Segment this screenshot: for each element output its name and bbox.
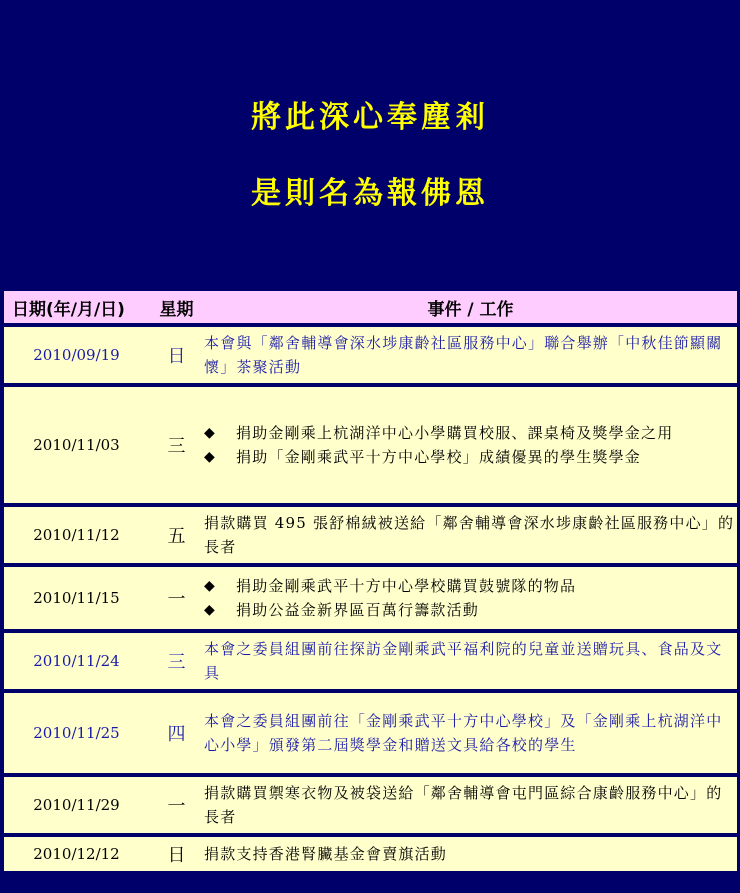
- table-row: [4, 837, 737, 871]
- table-row: [4, 633, 737, 689]
- row-date: 2010/11/24: [4, 633, 149, 689]
- diamond-bullet-icon: ◆: [204, 602, 216, 618]
- row-event: 本會之委員組團前往探訪金剛乘武平福利院的兒童並送贈玩具、食品及文具: [204, 633, 737, 689]
- row-event: 捐款購買禦寒衣物及被袋送給「鄰舍輔導會屯門區綜合康齡服務中心」的長者: [204, 777, 737, 833]
- table-header-row: [4, 291, 737, 323]
- row-date: 2010/11/03: [4, 387, 149, 503]
- events-table: [4, 287, 737, 875]
- row-weekday: 四: [149, 693, 204, 773]
- row-date: 2010/12/12: [4, 837, 149, 871]
- table-row: [4, 693, 737, 773]
- row-event: 捐款購買 495 張舒棉絨被送給「鄰舍輔導會深水埗康齡社區服務中心」的長者: [204, 507, 737, 563]
- event-bullet-text: 捐助金剛乘上杭湖洋中心小學購買校服、課桌椅及獎學金之用: [236, 424, 674, 442]
- event-bullet-item: [204, 598, 737, 622]
- row-event: [204, 567, 737, 629]
- event-bullet-text: 捐助「金剛乘武平十方中心學校」成績優異的學生獎學金: [236, 448, 642, 466]
- table-row: [4, 327, 737, 383]
- title-line-1: 將此深心奉塵剎: [251, 100, 489, 135]
- row-date: 2010/11/29: [4, 777, 149, 833]
- row-weekday: 一: [149, 777, 204, 833]
- row-event: 本會之委員組團前往「金剛乘武平十方中心學校」及「金剛乘上杭湖洋中心小學」頒發第二屆獎學金和贈送文具給各校的學生: [204, 693, 737, 773]
- row-weekday: 三: [149, 387, 204, 503]
- row-event: 捐款支持香港腎臟基金會賣旗活動: [204, 837, 737, 871]
- diamond-bullet-icon: ◆: [204, 449, 216, 465]
- row-date: 2010/11/12: [4, 507, 149, 563]
- table-row: [4, 777, 737, 833]
- table-row: [4, 387, 737, 503]
- table-row: [4, 567, 737, 629]
- row-weekday: 日: [149, 327, 204, 383]
- header-weekday: 星期: [149, 291, 204, 323]
- row-weekday: 三: [149, 633, 204, 689]
- title-banner: [0, 0, 740, 285]
- diamond-bullet-icon: ◆: [204, 578, 216, 594]
- event-bullet-text: 捐助公益金新界區百萬行籌款活動: [236, 601, 480, 619]
- title-line-2: 是則名為報佛恩: [251, 176, 489, 211]
- event-bullet-item: [204, 445, 737, 469]
- row-date: 2010/11/15: [4, 567, 149, 629]
- event-bullet-item: [204, 574, 737, 598]
- header-event: 事件 / 工作: [204, 291, 737, 323]
- table-body: [4, 327, 737, 871]
- diamond-bullet-icon: ◆: [204, 425, 216, 441]
- event-bullet-text: 捐助金剛乘武平十方中心學校購買鼓號隊的物品: [236, 577, 577, 595]
- row-weekday: 日: [149, 837, 204, 871]
- row-date: 2010/11/25: [4, 693, 149, 773]
- header-date: 日期(年/月/日): [4, 291, 149, 323]
- row-date: 2010/09/19: [4, 327, 149, 383]
- table-row: [4, 507, 737, 563]
- row-weekday: 一: [149, 567, 204, 629]
- row-event: 本會與「鄰舍輔導會深水埗康齡社區服務中心」聯合舉辦「中秋佳節顯關懷」茶聚活動: [204, 327, 737, 383]
- row-event: [204, 387, 737, 503]
- row-weekday: 五: [149, 507, 204, 563]
- event-bullet-item: [204, 421, 737, 445]
